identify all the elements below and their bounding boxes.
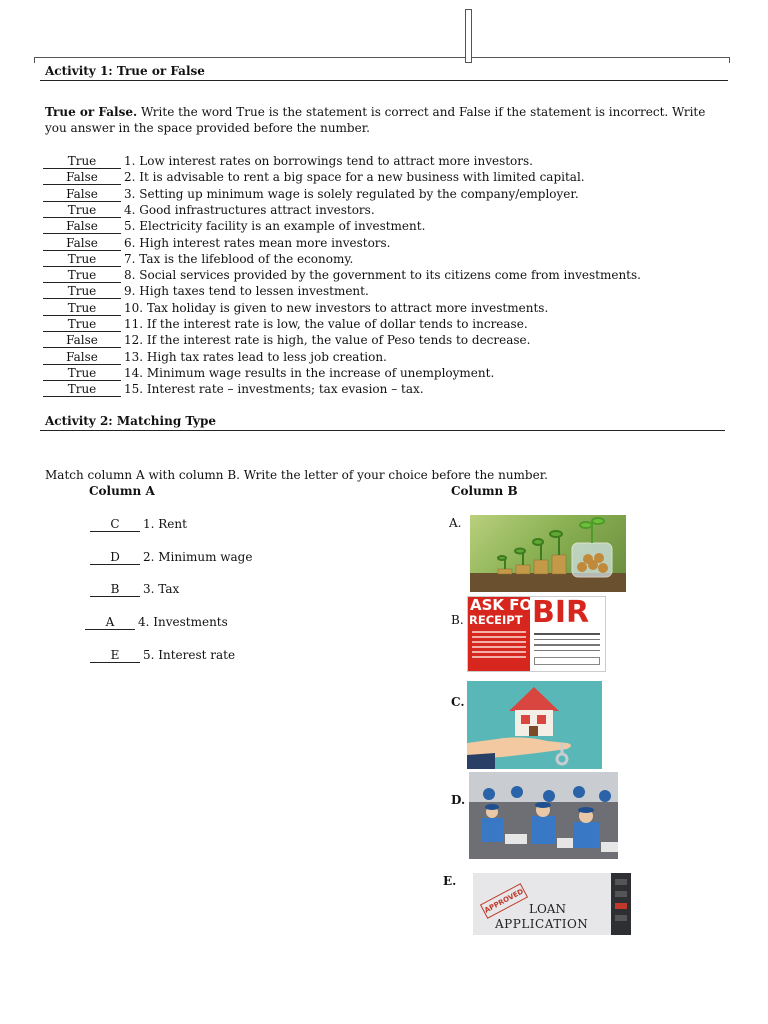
- tf-item: [43, 218, 425, 234]
- application-text: APPLICATION: [495, 917, 589, 931]
- activity2-title-rule: [40, 430, 725, 431]
- poster-ask: ASK FOR: [470, 596, 544, 614]
- tf-statement: 13. High tax rates lead to less job creation.: [124, 349, 387, 364]
- tf-statement: 2. It is advisable to rent a big space for a new business with limited capital.: [124, 170, 585, 185]
- choice-d-label: D.: [451, 793, 466, 807]
- tf-item: [43, 186, 579, 202]
- instruction-line2: you answer in the space provided before the number.: [45, 121, 370, 136]
- choice-b-label: B.: [451, 613, 464, 627]
- activity1-instructions: [45, 104, 725, 136]
- calculator-edge: [611, 873, 631, 935]
- tf-item: [43, 235, 391, 251]
- tf-answer-blank[interactable]: False: [43, 351, 121, 365]
- tf-answer-blank[interactable]: False: [43, 171, 121, 185]
- column-b-header: Column B: [451, 484, 518, 498]
- activity1-title: Activity 1: True or False: [45, 64, 205, 78]
- tf-answer-blank[interactable]: True: [43, 383, 121, 397]
- match-term: 3. Tax: [143, 582, 180, 596]
- activity2-title: Activity 2: Matching Type: [45, 414, 216, 428]
- house-rent-image: [467, 681, 602, 769]
- tf-answer-blank[interactable]: False: [43, 220, 121, 234]
- tf-statement: 3. Setting up minimum wage is solely regulated by the company/employer.: [124, 186, 579, 201]
- choice-a-label: A.: [449, 516, 462, 530]
- tf-answer-blank[interactable]: True: [43, 155, 121, 169]
- tf-statement: 15. Interest rate – investments; tax evasion – tax.: [124, 382, 424, 397]
- header-frame: [34, 57, 730, 63]
- tf-item: [43, 316, 528, 332]
- tf-item: [43, 251, 353, 267]
- loan-application-image: [473, 873, 631, 935]
- loan-text: LOAN: [529, 902, 566, 916]
- tf-answer-blank[interactable]: True: [43, 204, 121, 218]
- match-answer-blank[interactable]: A: [85, 616, 135, 630]
- activity1-title-rule-right: [296, 80, 728, 81]
- tf-statement: 10. Tax holiday is given to new investors to attract more investments.: [124, 300, 549, 315]
- tf-item: [43, 202, 375, 218]
- tf-statement: 11. If the interest rate is low, the value of dollar tends to increase.: [124, 317, 528, 331]
- activity2-instructions: Match column A with column B. Write the letter of your choice before the number.: [45, 468, 548, 482]
- tf-item: [43, 332, 530, 348]
- instruction-label: True or False.: [45, 105, 138, 119]
- approved-stamp: APPROVED: [480, 883, 528, 919]
- tf-statement: 7. Tax is the lifeblood of the economy.: [124, 251, 354, 266]
- match-item: [90, 647, 235, 663]
- match-answer-blank[interactable]: D: [90, 551, 140, 565]
- instruction-line1: Write the word True is the statement is correct and False if the statement is incorrect. Write: [137, 105, 706, 119]
- tf-answer-blank[interactable]: True: [43, 253, 121, 267]
- tf-answer-blank[interactable]: False: [43, 237, 121, 251]
- poster-receipt: RECEIPT: [469, 613, 523, 627]
- tf-answer-blank[interactable]: False: [43, 334, 121, 348]
- match-term: 4. Investments: [138, 615, 228, 629]
- header-divider-post: [465, 9, 472, 63]
- tf-statement: 9. High taxes tend to lessen investment.: [124, 284, 369, 299]
- tf-answer-blank[interactable]: True: [43, 269, 121, 283]
- tf-answer-blank[interactable]: False: [43, 188, 121, 202]
- tf-statement: 12. If the interest rate is high, the value of Peso tends to decrease.: [124, 333, 531, 348]
- tf-statement: 8. Social services provided by the government to its citizens come from investments.: [124, 268, 641, 283]
- poster-fineprint: [472, 631, 526, 658]
- match-answer-blank[interactable]: E: [90, 649, 140, 663]
- factory-workers-image: [469, 772, 618, 859]
- match-answer-blank[interactable]: B: [90, 583, 140, 597]
- choice-e-label: E.: [443, 874, 457, 888]
- match-item: [90, 516, 187, 532]
- tf-statement: 5. Electricity facility is an example of investment.: [124, 219, 426, 234]
- match-item: [90, 549, 252, 565]
- ask-for-receipt-poster: [467, 596, 606, 672]
- investment-coins-image: [470, 515, 626, 592]
- tf-answer-blank[interactable]: True: [43, 318, 121, 332]
- tf-statement: 4. Good infrastructures attract investors.: [124, 202, 375, 217]
- choice-c-label: C.: [451, 695, 465, 709]
- match-item: [85, 614, 228, 630]
- activity1-title-rule: [40, 80, 296, 81]
- poster-bir: BIR: [532, 596, 590, 630]
- tf-item: [43, 349, 387, 365]
- match-term: 2. Minimum wage: [143, 550, 253, 564]
- match-term: 1. Rent: [143, 517, 187, 531]
- tf-answer-blank[interactable]: True: [43, 302, 121, 316]
- tf-statement: 6. High interest rates mean more investors.: [124, 235, 391, 250]
- tf-item: [43, 300, 548, 316]
- tf-answer-blank[interactable]: True: [43, 285, 121, 299]
- match-answer-blank[interactable]: C: [90, 518, 140, 532]
- tf-statement: 1. Low interest rates on borrowings tend to attract more investors.: [124, 154, 533, 168]
- match-item: [90, 581, 179, 597]
- tf-item: [43, 365, 494, 381]
- tf-item: [43, 153, 533, 169]
- tf-item: [43, 169, 585, 185]
- tf-statement: 14. Minimum wage results in the increase of unemployment.: [124, 365, 495, 380]
- tf-item: [43, 267, 641, 283]
- tf-answer-blank[interactable]: True: [43, 367, 121, 381]
- tf-item: [43, 381, 424, 397]
- tf-item: [43, 283, 369, 299]
- poster-details: [534, 633, 600, 665]
- match-term: 5. Interest rate: [143, 648, 236, 662]
- column-a-header: Column A: [89, 484, 155, 498]
